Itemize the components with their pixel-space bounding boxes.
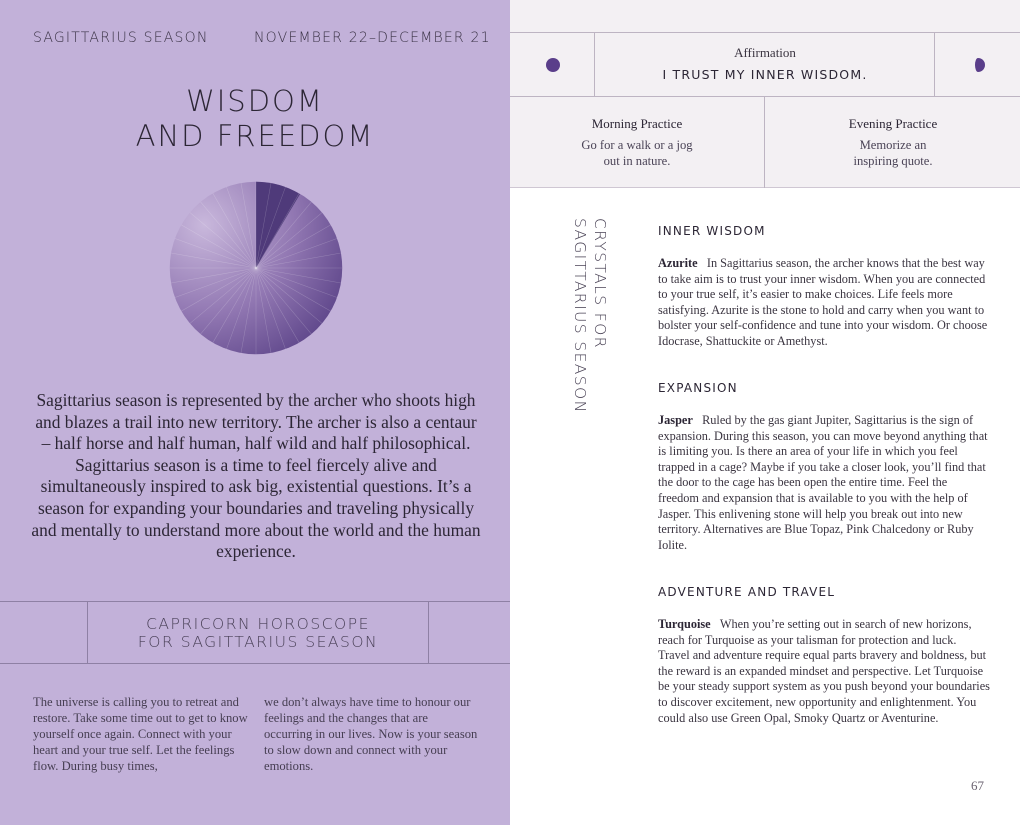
section-heading-expansion: EXPANSION [658, 381, 738, 395]
morning-practice-label: Morning Practice [591, 116, 683, 131]
section-body-adventure [658, 617, 990, 726]
horoscope-title-line-2: FOR SAGITTARIUS SEASON [137, 633, 379, 651]
crystal-name: Azurite [658, 256, 698, 270]
season-dates: NOVEMBER 22–DECEMBER 21 [254, 30, 491, 46]
horoscope-column-1: The universe is calling you to retreat and restore. Take some time out to get to know yourself once again. Connect with your heart and your true self. Let the feelings flow. During busy times, [33, 695, 248, 773]
intro-paragraph: Sagittarius season is represented by the archer who shoots high and blazes a trail into new territory. The archer is also a centaur – half horse and half human, half wild and half philosophical. Sagittarius season is a time to feel fiercely alive and simultaneously inspired to ask big, existential questions. It’s a season for expanding your boundaries and traveling physically and mentally to understand more about the world and the human experience. [31, 390, 481, 562]
section-body-inner-wisdom [658, 256, 990, 350]
right-page [510, 0, 1020, 825]
horoscope-title [88, 615, 428, 651]
band-vline-1 [594, 32, 595, 96]
evening-practice-body: Memorize an inspiring quote. [853, 138, 933, 168]
title-line-2: AND FREEDOM [135, 119, 375, 153]
affirmation-text: I TRUST MY INNER WISDOM. [662, 67, 868, 82]
affirmation-label: Affirmation [734, 45, 796, 60]
morning-practice-text [510, 137, 764, 169]
band-hline-mid [510, 96, 1020, 97]
box-divider-right [428, 602, 429, 663]
morning-practice-body: Go for a walk or a jog out in nature. [581, 138, 693, 168]
section-body-expansion [658, 413, 990, 553]
section-text: When you’re setting out in search of new horizons, reach for Turquoise as your talisman for protection and luck. Travel and adventure require equal parts bravery and boldness, but the reward is an expanded mindset and perspective. Let Turquoise be your steady support system as you push beyond your boundaries to discover excitement, new opportunity and enlightenment. You could also use Green Opal, Smoky Quartz or Aventurine. [658, 617, 990, 725]
season-header: SAGITTARIUS SEASON [33, 30, 209, 46]
affirmation-band [510, 0, 1020, 188]
band-vline-3 [764, 96, 765, 188]
page-number: 67 [971, 778, 984, 793]
band-vline-2 [934, 32, 935, 96]
section-text: In Sagittarius season, the archer knows that the best way to take aim is to trust your inner wisdom. When you are connected to your true self, it’s easier to make choices. Life feels more satisfying. Azurite is the stone to hold and carry when you want to bolster your self-confidence and tune into your wisdom. Or choose Idocrase, Shattuckite or Amethyst. [658, 256, 988, 348]
crystals-side-title [570, 218, 610, 414]
side-title-line-1: CRYSTALS FOR [591, 218, 609, 349]
title-line-1: WISDOM [186, 84, 324, 118]
crystal-name: Jasper [658, 413, 693, 427]
page-title [0, 84, 510, 154]
evening-practice-label: Evening Practice [848, 116, 938, 131]
half-moon-icon [970, 57, 986, 73]
section-text: Ruled by the gas giant Jupiter, Sagittarius is the sign of expansion. During this season, you can move beyond anything that is limiting you. Is there an area of your life in which you feel trapped in a cage? Maybe if you take a closer look, you’ll find that the door to the cage has been open the entire time. Feel the freedom and expansion that is available to you with the help of Jasper. This enlivening stone will help you break out into new territory. Alternatives are Blue Topaz, Pink Chalcedony or Ruby Iolite. [658, 413, 988, 552]
horoscope-title-line-1: CAPRICORN HOROSCOPE [146, 615, 370, 633]
crystal-name: Turquoise [658, 617, 711, 631]
pie-illustration [168, 180, 344, 356]
horoscope-column-2: we don’t always have time to honour our feelings and the changes that are occurring in our lives. Now is your season to slow down and connect with your emotions. [264, 695, 478, 773]
section-heading-inner-wisdom: INNER WISDOM [658, 224, 766, 238]
band-hline-top [510, 32, 1020, 33]
side-title-line-2: SAGITTARIUS SEASON [571, 218, 589, 414]
full-moon-icon [545, 57, 561, 73]
section-heading-adventure: ADVENTURE AND TRAVEL [658, 585, 836, 599]
horoscope-title-box [0, 601, 510, 664]
evening-practice-text [766, 137, 1020, 169]
